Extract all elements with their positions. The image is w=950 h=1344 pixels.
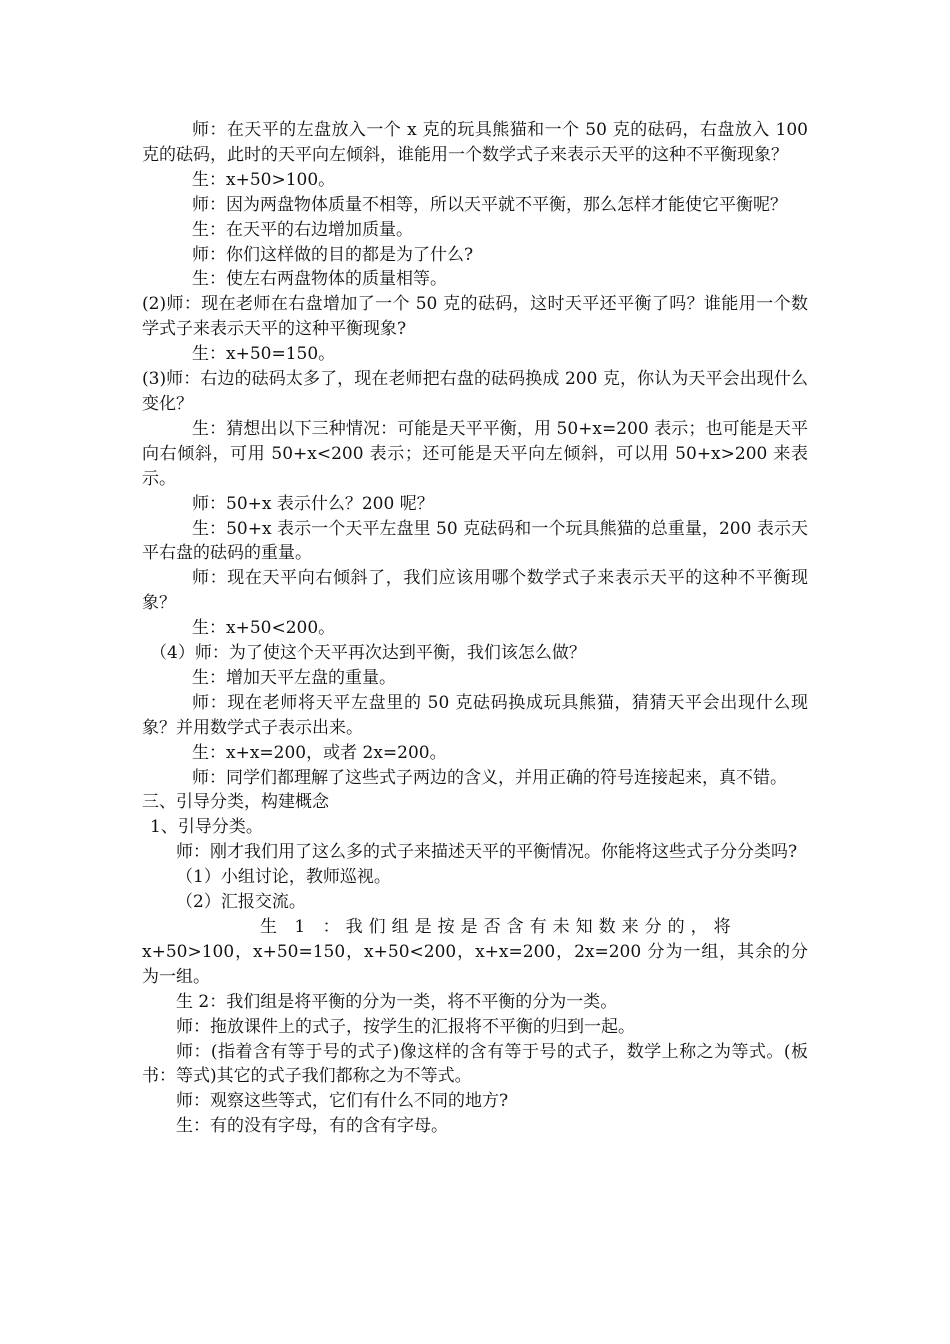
paragraph: 生 1 ：我们组是按是否含有未知数来分的，将: [260, 917, 737, 937]
paragraph: 师：刚才我们用了这么多的式子来描述天平的平衡情况。你能将这些式子分分类吗?: [176, 842, 798, 863]
paragraph: 生：猜想出以下三种情况：可能是天平平衡，用 50+x=200 表示；也可能是天平向右倾斜，可用 50+x<200 表示；还可能是天平向左倾斜，可以用 50+x>200 来表示。: [142, 418, 808, 489]
paragraph: 生：50+x 表示一个天平左盘里 50 克砝码和一个玩具熊猫的总重量，200 表示天平右盘的砝码的重量。: [142, 518, 808, 564]
paragraph: 师：因为两盘物体质量不相等，所以天平就不平衡，那么怎样才能使它平衡呢？: [192, 194, 787, 215]
paragraph: 生 2：我们组是将平衡的分为一类，将不平衡的分为一类。: [176, 991, 618, 1012]
paragraph: 生：x+x=200，或者 2x=200。: [192, 742, 447, 763]
paragraph: 师：在天平的左盘放入一个 x 克的玩具熊猫和一个 50 克的砝码，右盘放入 100 克的砝码，此时的天平向左倾斜，谁能用一个数学式子来表示天平的这种不平衡现象？: [142, 120, 808, 165]
paragraph: 生：增加天平左盘的重量。: [192, 667, 396, 688]
paragraph: 师：(指着含有等于号的式子)像这样的含有等于号的式子，数学上称之为等式。(板书：等式)其它的式子我们都称之为不等式。: [142, 1041, 808, 1087]
paragraph: 生：x+50=150。: [192, 344, 336, 365]
document-body: [142, 118, 808, 1139]
paragraph: (2)师：现在老师在右盘增加了一个 50 克的砝码，这时天平还平衡了吗？谁能用一个数学式子来表示天平的这种平衡现象?: [142, 294, 808, 340]
paragraph: 师：50+x 表示什么？200 呢？: [192, 493, 434, 514]
paragraph: （4）师：为了使这个天平再次达到平衡，我们该怎么做？: [150, 643, 586, 664]
paragraph: 生：x+50<200。: [192, 618, 336, 639]
paragraph: 生：使左右两盘物体的质量相等。: [192, 269, 447, 290]
paragraph: 生：在天平的右边增加质量。: [192, 219, 413, 240]
subsection-heading: 1、引导分类。: [150, 817, 263, 838]
paragraph: (3)师：右边的砝码太多了，现在老师把右盘的砝码换成 200 克，你认为天平会出现什么变化？: [142, 369, 808, 414]
paragraph: （2）汇报交流。: [176, 892, 306, 913]
paragraph: （1）小组讨论，教师巡视。: [176, 867, 391, 888]
paragraph: 师：现在老师将天平左盘里的 50 克砝码换成玩具熊猫，猜猜天平会出现什么现象？并用数学式子表示出来。: [142, 692, 808, 738]
section-heading: 三、引导分类，构建概念: [142, 792, 329, 813]
paragraph: 师：拖放课件上的式子，按学生的汇报将不平衡的归到一起。: [176, 1016, 635, 1037]
paragraph: 师：同学们都理解了这些式子两边的含义，并用正确的符号连接起来，真不错。: [192, 767, 787, 788]
paragraph: 生：x+50>100。: [192, 169, 336, 190]
paragraph: 师：观察这些等式，它们有什么不同的地方?: [176, 1091, 509, 1112]
paragraph: 师：现在天平向右倾斜了，我们应该用哪个数学式子来表示天平的这种不平衡现象？: [142, 568, 808, 614]
paragraph: 生：有的没有字母，有的含有字母。: [176, 1116, 448, 1137]
paragraph: x+50>100，x+50=150，x+50<200，x+x=200，2x=200 分为一组，其余的分为一组。: [142, 941, 808, 987]
paragraph: 师：你们这样做的目的都是为了什么?: [192, 244, 474, 265]
